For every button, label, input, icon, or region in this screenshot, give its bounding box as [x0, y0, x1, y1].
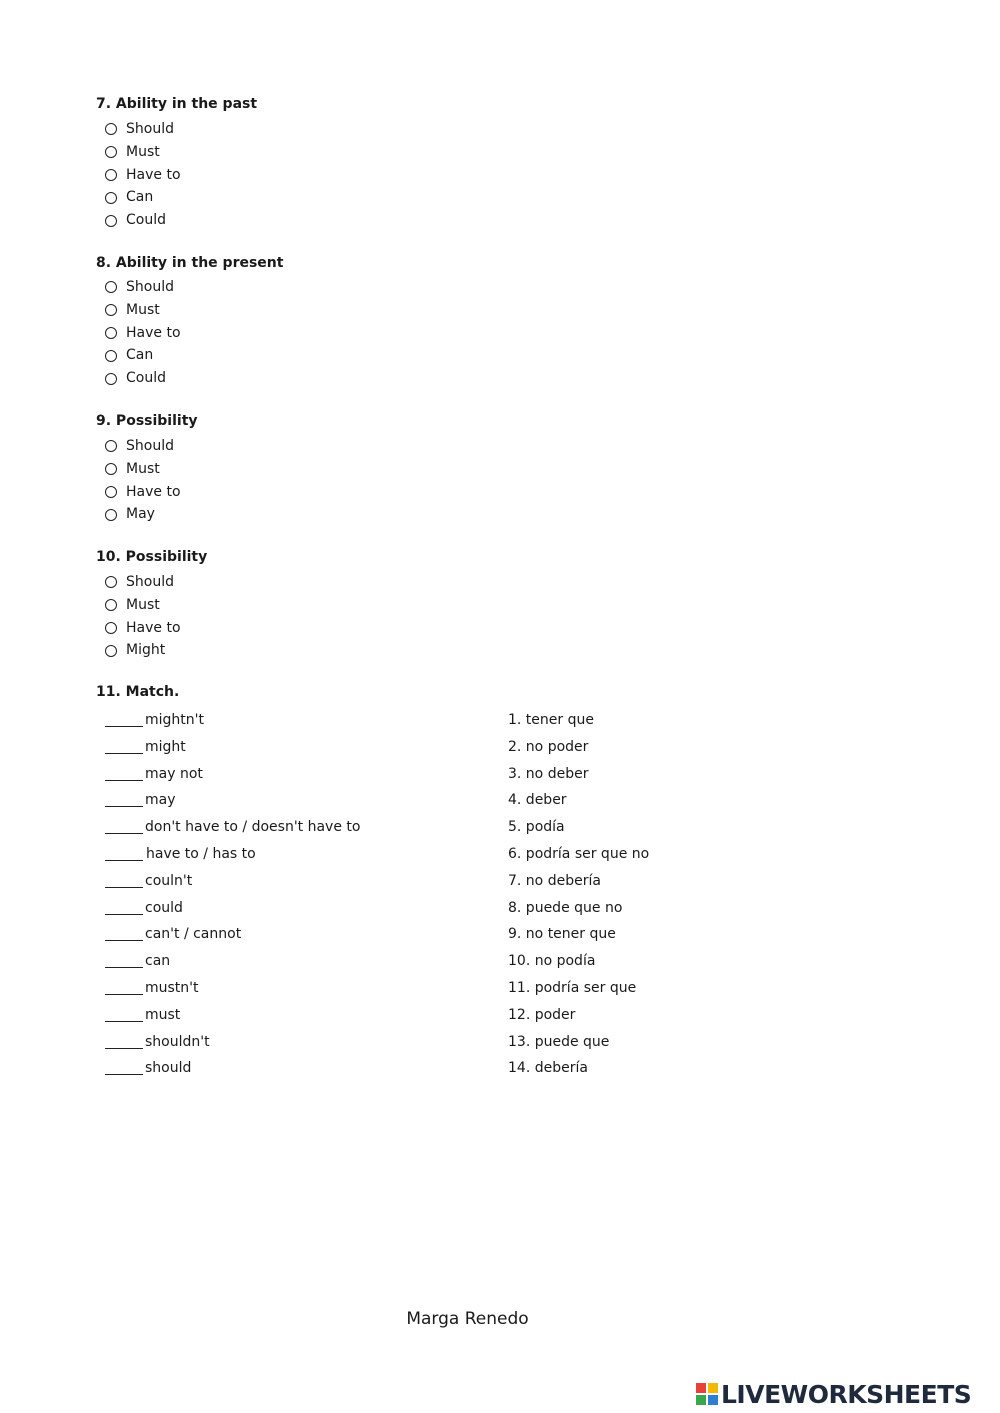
option-label: Could	[126, 212, 166, 229]
match-translation: 11. podría ser que	[508, 979, 637, 996]
option-label: Must	[126, 596, 160, 613]
option[interactable]	[96, 141, 257, 164]
match-term: couln't	[145, 872, 193, 889]
option-label: Can	[126, 189, 154, 206]
match-term: mustn't	[145, 979, 199, 996]
match-row	[96, 710, 796, 737]
match-translation: 3. no deber	[508, 765, 589, 782]
radio-button[interactable]	[105, 327, 117, 339]
option[interactable]	[96, 503, 198, 526]
option-label: Have to	[126, 619, 181, 636]
option[interactable]	[96, 186, 257, 209]
match-row	[96, 1032, 796, 1059]
option-label: Have to	[126, 166, 181, 183]
match-term: don't have to / doesn't have to	[145, 819, 361, 836]
match-row	[96, 924, 796, 951]
match-term: may	[145, 792, 176, 809]
answer-blank[interactable]	[105, 726, 143, 727]
match-translation: 14. debería	[508, 1060, 588, 1077]
option[interactable]	[96, 367, 283, 390]
answer-blank[interactable]	[105, 914, 143, 915]
radio-button[interactable]	[105, 576, 117, 588]
option[interactable]	[96, 118, 257, 141]
match-row	[96, 737, 796, 764]
option[interactable]	[96, 571, 207, 594]
question-title: 10. Possibility	[96, 549, 208, 565]
match-row	[96, 1005, 796, 1032]
option[interactable]	[96, 639, 207, 662]
question-8	[96, 254, 283, 390]
match-translation: 7. no debería	[508, 872, 601, 889]
match-translation: 5. podía	[508, 819, 565, 836]
match-row	[96, 764, 796, 791]
radio-button[interactable]	[105, 215, 117, 227]
match-term: may not	[145, 765, 203, 782]
match-term: can	[145, 953, 171, 970]
option[interactable]	[96, 594, 207, 617]
radio-button[interactable]	[105, 622, 117, 634]
option-label: Have to	[126, 483, 181, 500]
liveworksheets-logo	[696, 1376, 971, 1412]
answer-blank[interactable]	[105, 887, 143, 888]
answer-blank[interactable]	[105, 753, 143, 754]
radio-button[interactable]	[105, 440, 117, 452]
answer-blank[interactable]	[105, 940, 143, 941]
answer-blank[interactable]	[105, 833, 143, 834]
question-title: 11. Match.	[96, 684, 180, 700]
radio-button[interactable]	[105, 486, 117, 498]
match-term: might	[145, 738, 186, 755]
match-row	[96, 844, 796, 871]
match-translation: 10. no podía	[508, 953, 596, 970]
match-translation: 9. no tener que	[508, 926, 616, 943]
radio-button[interactable]	[105, 645, 117, 657]
option-label: Can	[126, 347, 154, 364]
option-label: Should	[126, 279, 174, 295]
option-label: Might	[126, 642, 166, 659]
match-term: mightn't	[145, 712, 204, 728]
radio-button[interactable]	[105, 350, 117, 362]
match-term: can't / cannot	[145, 926, 242, 943]
option[interactable]	[96, 209, 257, 232]
option-label: Should	[126, 438, 174, 454]
match-row	[96, 951, 796, 978]
match-row	[96, 978, 796, 1005]
question-title: 8. Ability in the present	[96, 255, 284, 271]
option-label: May	[126, 506, 155, 523]
radio-button[interactable]	[105, 599, 117, 611]
author-name: Marga Renedo	[406, 1309, 529, 1329]
question-9	[96, 412, 198, 526]
radio-button[interactable]	[105, 192, 117, 204]
match-translation: 13. puede que	[508, 1033, 610, 1050]
radio-button[interactable]	[105, 281, 117, 293]
match-translation: 4. deber	[508, 792, 567, 809]
brand-name: LIVEWORKSHEETS	[721, 1379, 972, 1409]
option[interactable]	[96, 435, 198, 458]
option-label: Should	[126, 574, 174, 590]
match-rows	[96, 710, 796, 1085]
match-translation: 2. no poder	[508, 738, 589, 755]
radio-button[interactable]	[105, 373, 117, 385]
match-row	[96, 898, 796, 925]
match-translation: 12. poder	[508, 1006, 576, 1023]
question-7	[96, 95, 257, 232]
match-row	[96, 1058, 796, 1085]
match-term: could	[145, 899, 183, 916]
option[interactable]	[96, 481, 198, 504]
question-10	[96, 548, 207, 662]
radio-button[interactable]	[105, 169, 117, 181]
match-row	[96, 817, 796, 844]
answer-blank[interactable]	[105, 1074, 143, 1075]
radio-button[interactable]	[105, 123, 117, 135]
match-term: shouldn't	[145, 1033, 210, 1050]
question-11-match	[96, 683, 796, 1077]
question-title: 7. Ability in the past	[96, 96, 258, 112]
option-label: Must	[126, 143, 160, 160]
option[interactable]	[96, 322, 283, 345]
radio-button[interactable]	[105, 463, 117, 475]
option-label: Have to	[126, 324, 181, 341]
option-label: Should	[126, 121, 174, 137]
option[interactable]	[96, 299, 283, 322]
option[interactable]	[96, 276, 283, 299]
answer-blank[interactable]	[105, 1021, 143, 1022]
match-term: have to / has to	[146, 845, 256, 862]
radio-button[interactable]	[105, 509, 117, 521]
match-translation: 1. tener que	[508, 712, 594, 728]
answer-blank[interactable]	[105, 780, 143, 781]
match-row	[96, 871, 796, 898]
option[interactable]	[96, 344, 283, 367]
option-label: Must	[126, 460, 160, 477]
question-title: 9. Possibility	[96, 413, 198, 429]
option[interactable]	[96, 164, 257, 187]
answer-blank[interactable]	[105, 1048, 143, 1049]
option-label: Must	[126, 301, 160, 318]
match-row	[96, 790, 796, 817]
logo-icon	[696, 1383, 718, 1405]
answer-blank[interactable]	[105, 994, 143, 995]
option-label: Could	[126, 370, 166, 387]
radio-button[interactable]	[105, 304, 117, 316]
answer-blank[interactable]	[105, 967, 143, 968]
answer-blank[interactable]	[105, 860, 143, 861]
option[interactable]	[96, 458, 198, 481]
option[interactable]	[96, 617, 207, 640]
radio-button[interactable]	[105, 146, 117, 158]
match-term: should	[145, 1060, 192, 1077]
answer-blank[interactable]	[105, 806, 143, 807]
match-translation: 8. puede que no	[508, 899, 623, 916]
match-term: must	[145, 1006, 181, 1023]
match-translation: 6. podría ser que no	[508, 845, 650, 862]
